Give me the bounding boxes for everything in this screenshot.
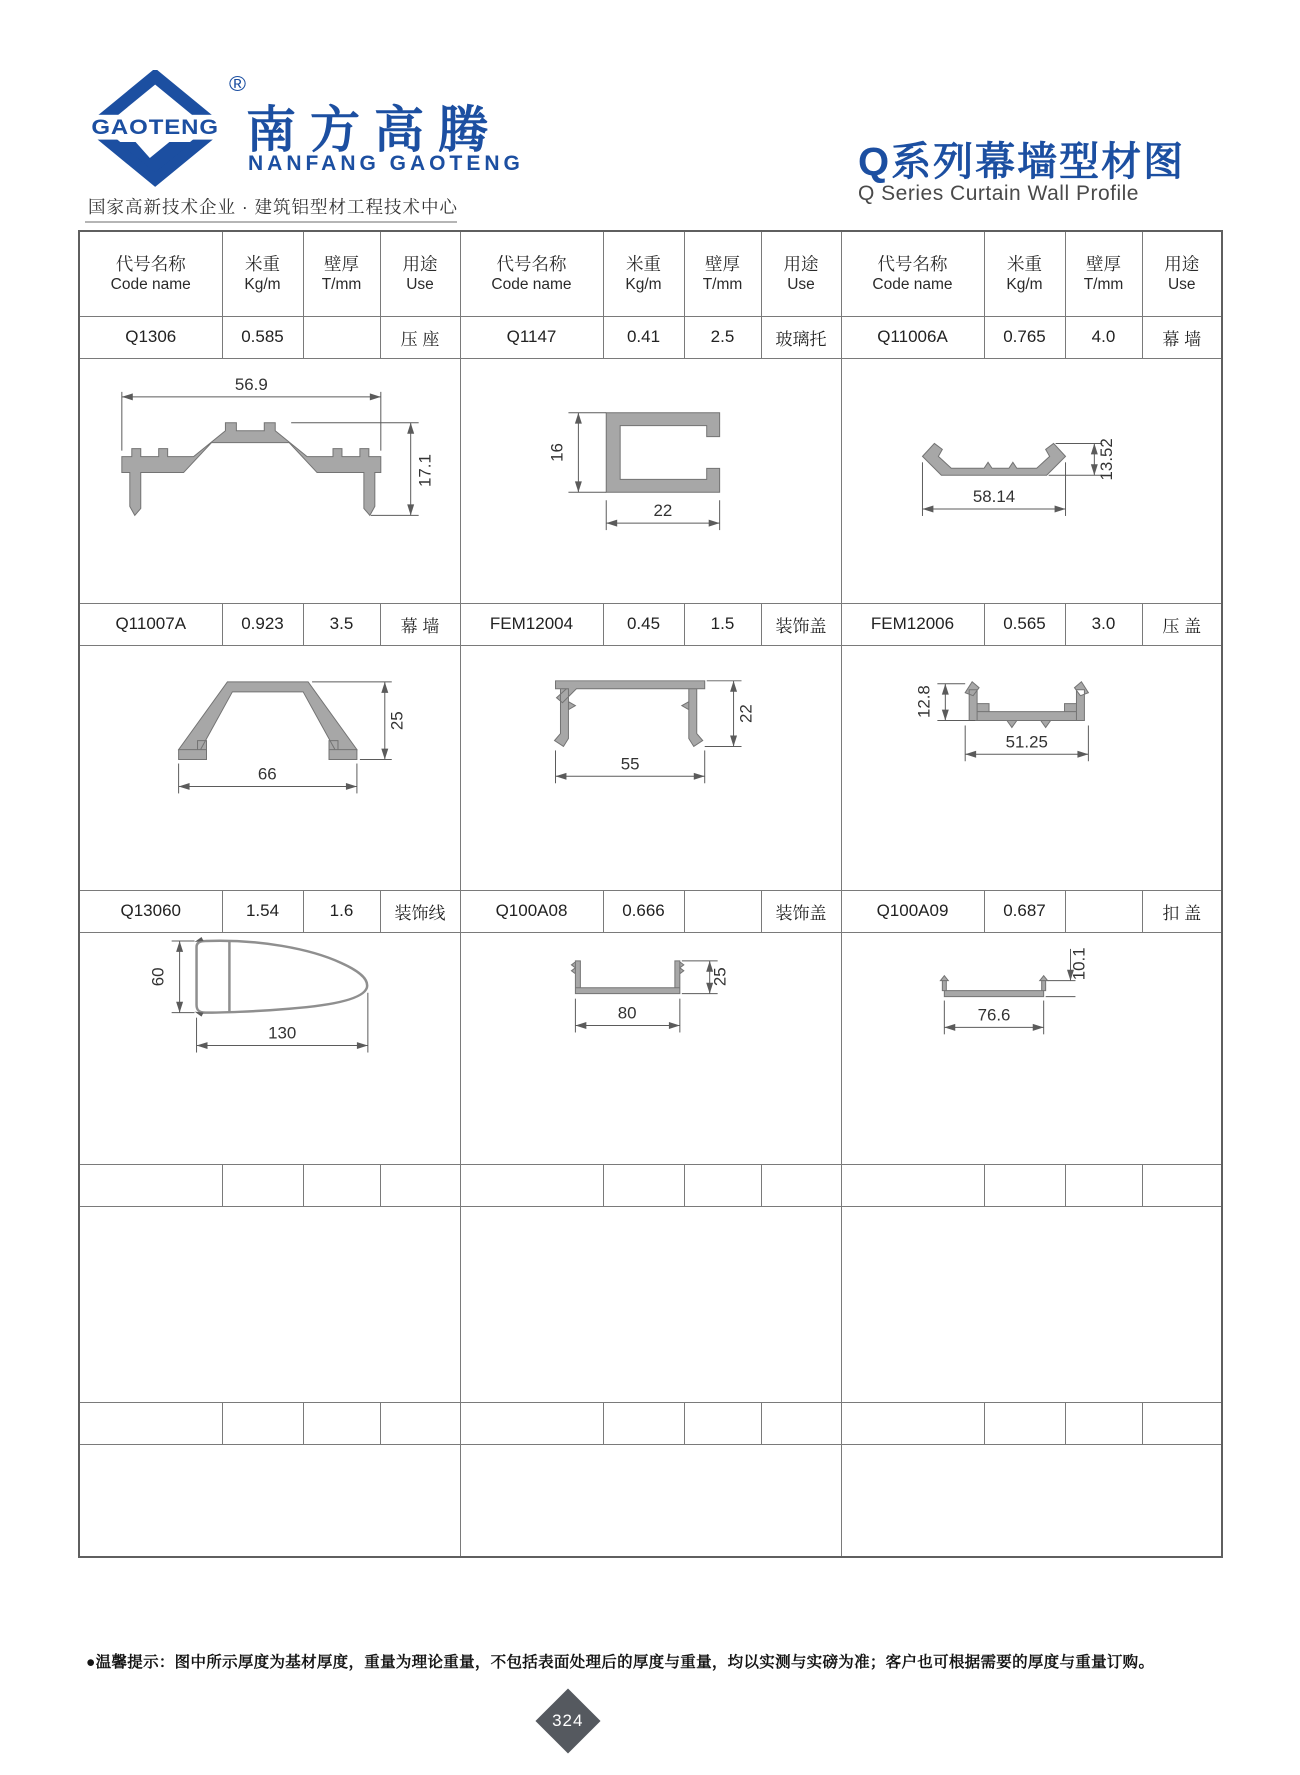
dim-label: 22	[653, 500, 672, 520]
dim-label: 60	[148, 966, 168, 986]
dim-label: 51.25	[1005, 732, 1048, 752]
drawing-row-empty	[79, 1206, 1222, 1402]
spec-row-empty	[79, 1402, 1222, 1444]
spec-weight: 0.765	[984, 316, 1065, 358]
dim-label: 130	[268, 1023, 297, 1043]
col-header-code: 代号名称 Code name	[79, 231, 222, 316]
col-header-thickness: 壁厚 T/mm	[684, 231, 761, 316]
drawing-cell-empty	[841, 1206, 1222, 1402]
tagline-rule	[85, 221, 457, 223]
profile-drawing-FEM12006	[842, 646, 1222, 889]
spec-code: Q13060	[79, 890, 222, 932]
brand-name-cn: 南方高腾	[246, 102, 502, 158]
spec-code: Q1147	[460, 316, 603, 358]
spec-thickness	[684, 890, 761, 932]
spec-thickness: 3.5	[303, 603, 380, 645]
profile-drawing-FEM12004	[461, 646, 841, 890]
spec-thickness: 2.5	[684, 316, 761, 358]
spec-use: 扣 盖	[1142, 890, 1222, 932]
drawing-cell-Q11007A	[79, 645, 460, 890]
spec-weight: 0.687	[984, 890, 1065, 932]
spec-cell-empty	[79, 1164, 222, 1206]
dim-label: 16	[546, 442, 566, 462]
spec-weight: 0.41	[603, 316, 684, 358]
page-subtitle: Q Series Curtain Wall Profile	[858, 182, 1139, 205]
spec-thickness: 1.5	[684, 603, 761, 645]
spec-use: 压 盖	[1142, 603, 1222, 645]
dim-label: 17.1	[415, 453, 435, 487]
note-bullet-icon: ●	[86, 1654, 96, 1671]
spec-cell-empty	[1142, 1402, 1222, 1444]
spec-thickness: 3.0	[1065, 603, 1142, 645]
footer-note	[86, 1650, 1236, 1672]
dim-label: 56.9	[234, 374, 268, 394]
drawing-row	[79, 932, 1222, 1164]
spec-code: Q11006A	[841, 316, 984, 358]
col-header-thickness: 壁厚 T/mm	[1065, 231, 1142, 316]
spec-cell-empty	[761, 1402, 841, 1444]
spec-weight: 0.666	[603, 890, 684, 932]
spec-cell-empty	[1065, 1164, 1142, 1206]
col-header-thickness: 壁厚 T/mm	[303, 231, 380, 316]
spec-use: 装饰盖	[761, 890, 841, 932]
spec-use: 幕 墙	[1142, 316, 1222, 358]
col-header-use: 用途 Use	[761, 231, 841, 316]
col-header-code: 代号名称 Code name	[841, 231, 984, 316]
profile-drawing-Q13060	[80, 933, 460, 1164]
dim-label: 12.8	[913, 685, 933, 718]
profile-drawing-Q100A09	[842, 933, 1222, 1163]
dim-label: 80	[617, 1003, 637, 1023]
spec-code: Q100A08	[460, 890, 603, 932]
drawing-cell-empty	[841, 1444, 1222, 1557]
spec-code: FEM12004	[460, 603, 603, 645]
profile-drawing-Q1147	[461, 359, 841, 603]
drawing-cell-FEM12004	[460, 645, 841, 890]
drawing-cell-empty	[79, 1206, 460, 1402]
spec-use: 装饰线	[380, 890, 460, 932]
drawing-cell-Q1147	[460, 358, 841, 603]
spec-cell-empty	[1065, 1402, 1142, 1444]
drawing-cell-Q13060	[79, 932, 460, 1164]
spec-cell-empty	[603, 1402, 684, 1444]
col-header-weight: 米重 Kg/m	[222, 231, 303, 316]
drawing-cell-empty	[460, 1444, 841, 1557]
spec-thickness	[1065, 890, 1142, 932]
drawing-row	[79, 358, 1222, 603]
dim-label: 76.6	[977, 1005, 1010, 1025]
spec-weight: 0.923	[222, 603, 303, 645]
spec-cell-empty	[761, 1164, 841, 1206]
spec-cell-empty	[460, 1402, 603, 1444]
drawing-cell-Q100A09	[841, 932, 1222, 1164]
spec-cell-empty	[1142, 1164, 1222, 1206]
dim-label: 25	[387, 710, 407, 730]
dim-label: 13.52	[1096, 438, 1116, 481]
drawing-cell-Q1306	[79, 358, 460, 603]
company-tagline: 国家高新技术企业 · 建筑铝型材工程技术中心	[88, 197, 459, 217]
spec-cell-empty	[303, 1164, 380, 1206]
dim-label: 66	[257, 764, 277, 784]
spec-row	[79, 890, 1222, 932]
profile-spec-table	[78, 230, 1223, 1558]
drawing-cell-Q11006A	[841, 358, 1222, 603]
spec-code: Q11007A	[79, 603, 222, 645]
drawing-row	[79, 645, 1222, 890]
col-header-code: 代号名称 Code name	[460, 231, 603, 316]
spec-row	[79, 603, 1222, 645]
col-header-use: 用途 Use	[380, 231, 460, 316]
gaoteng-logo-icon	[84, 70, 253, 190]
page-title: Q系列幕墙型材图	[858, 140, 1186, 184]
spec-weight: 1.54	[222, 890, 303, 932]
spec-cell-empty	[841, 1164, 984, 1206]
col-header-weight: 米重 Kg/m	[984, 231, 1065, 316]
profile-drawing-Q11006A	[842, 359, 1222, 602]
spec-cell-empty	[841, 1402, 984, 1444]
logo-mark-text: GAOTENG	[91, 114, 219, 139]
note-text: 温馨提示：图中所示厚度为基材厚度，重量为理论重量，不包括表面处理后的厚度与重量，均以实测与实磅为准；客户也可根据需要的厚度与重量订购。	[95, 1654, 1155, 1671]
spec-use: 装饰盖	[761, 603, 841, 645]
spec-row-empty	[79, 1164, 1222, 1206]
table-header-row	[79, 231, 1222, 316]
spec-cell-empty	[380, 1164, 460, 1206]
dim-label: 10.1	[1068, 947, 1088, 981]
spec-use: 玻璃托	[761, 316, 841, 358]
page-number-badge	[535, 1688, 600, 1753]
spec-cell-empty	[303, 1402, 380, 1444]
spec-code: Q100A09	[841, 890, 984, 932]
spec-cell-empty	[222, 1402, 303, 1444]
page-number: 324	[552, 1711, 584, 1730]
spec-thickness: 1.6	[303, 890, 380, 932]
profile-drawing-Q11007A	[80, 646, 460, 890]
spec-thickness: 4.0	[1065, 316, 1142, 358]
registered-mark-icon: ®	[228, 71, 247, 96]
spec-weight: 0.45	[603, 603, 684, 645]
dim-label: 25	[710, 967, 730, 986]
spec-cell-empty	[984, 1402, 1065, 1444]
profile-drawing-Q1306	[80, 359, 460, 603]
drawing-cell-empty	[79, 1444, 460, 1557]
col-header-weight: 米重 Kg/m	[603, 231, 684, 316]
spec-cell-empty	[984, 1164, 1065, 1206]
dim-label: 55	[620, 754, 640, 774]
spec-cell-empty	[222, 1164, 303, 1206]
drawing-row-empty	[79, 1444, 1222, 1557]
spec-weight: 0.585	[222, 316, 303, 358]
spec-code: Q1306	[79, 316, 222, 358]
drawing-cell-empty	[460, 1206, 841, 1402]
spec-cell-empty	[79, 1402, 222, 1444]
drawing-cell-FEM12006	[841, 645, 1222, 890]
spec-cell-empty	[603, 1164, 684, 1206]
spec-use: 幕 墙	[380, 603, 460, 645]
spec-weight: 0.565	[984, 603, 1065, 645]
spec-cell-empty	[684, 1402, 761, 1444]
dim-label: 58.14	[972, 486, 1015, 506]
dim-label: 22	[735, 703, 755, 723]
spec-thickness	[303, 316, 380, 358]
spec-use: 压 座	[380, 316, 460, 358]
spec-code: FEM12006	[841, 603, 984, 645]
spec-row	[79, 316, 1222, 358]
profile-drawing-Q100A08	[461, 933, 841, 1164]
spec-cell-empty	[460, 1164, 603, 1206]
spec-cell-empty	[684, 1164, 761, 1206]
brand-name-en: NANFANG GAOTENG	[248, 152, 524, 175]
spec-cell-empty	[380, 1402, 460, 1444]
col-header-use: 用途 Use	[1142, 231, 1222, 316]
drawing-cell-Q100A08	[460, 932, 841, 1164]
